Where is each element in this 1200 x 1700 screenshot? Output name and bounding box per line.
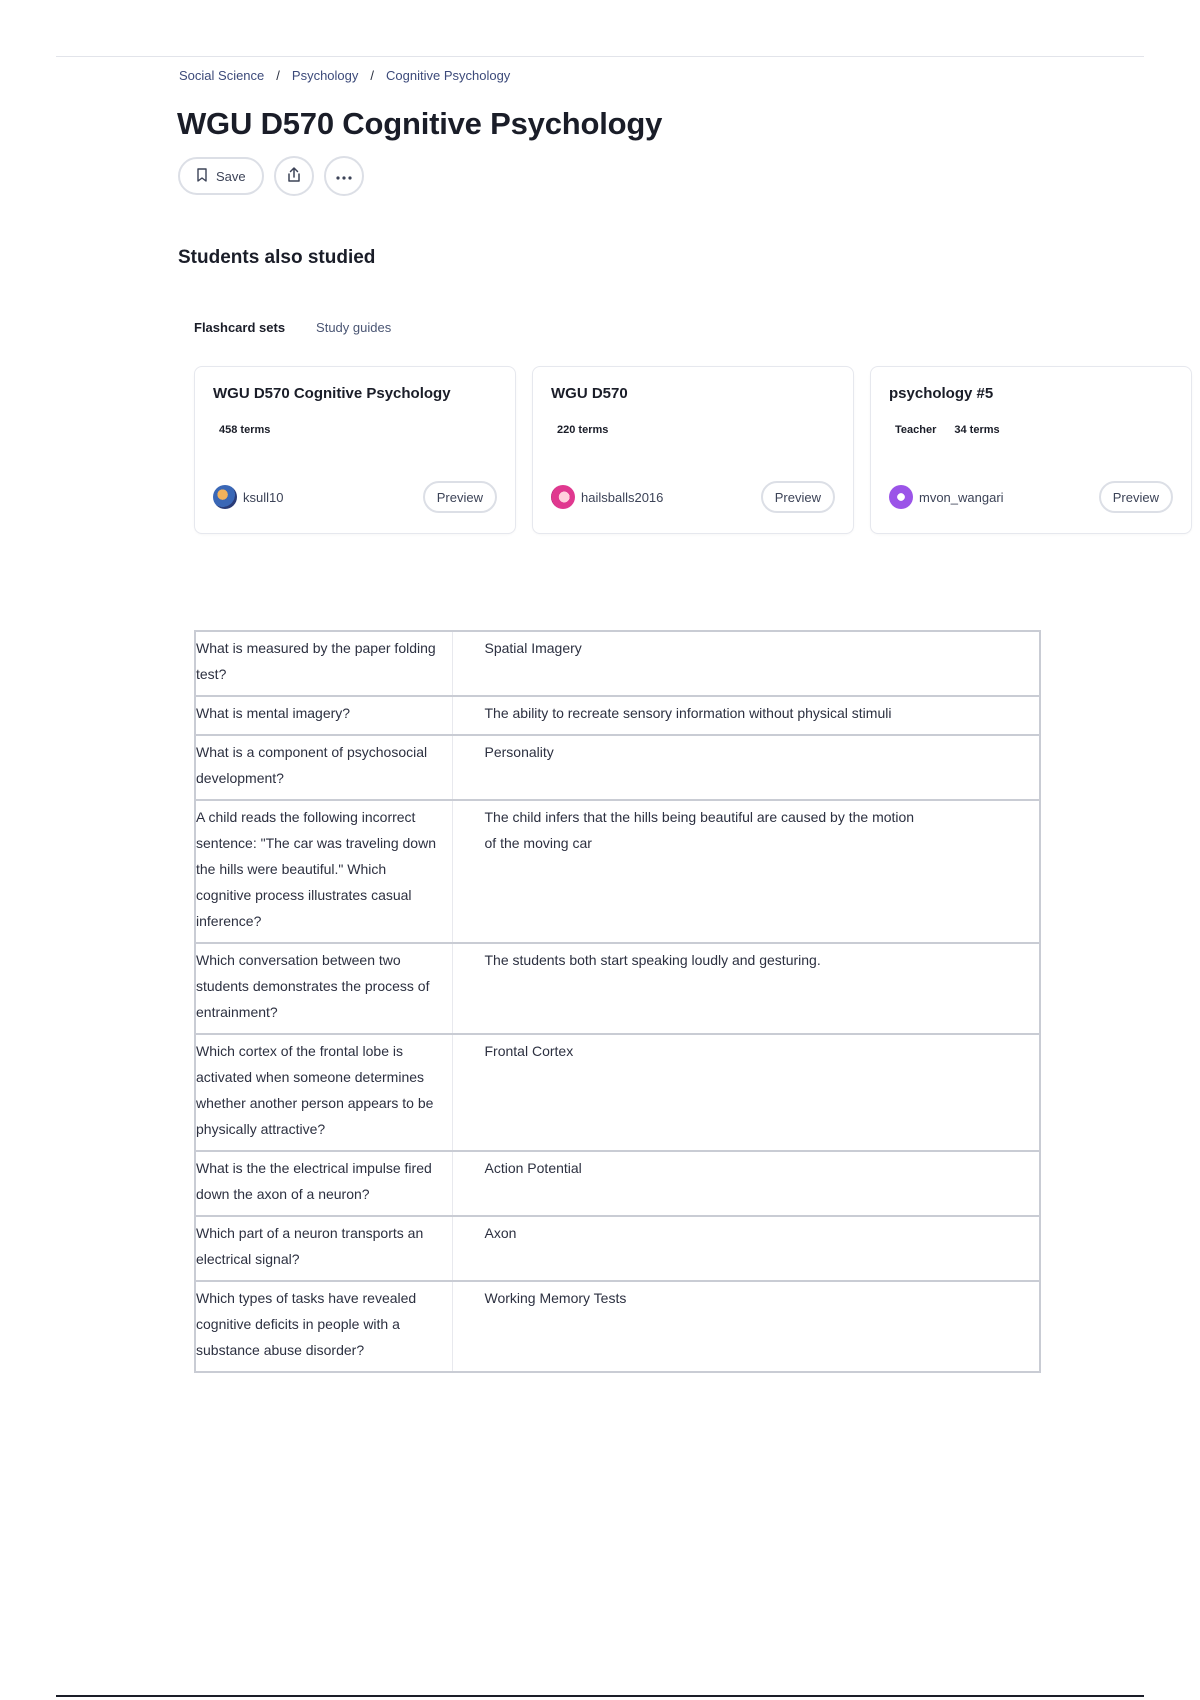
term-cell: Which conversation between two students demonstrates the process of entrainment? — [195, 943, 452, 1034]
table-row — [195, 1281, 1040, 1372]
card-author[interactable] — [889, 485, 1004, 509]
definition-cell: Spatial Imagery — [452, 631, 1040, 696]
card-title: WGU D570 — [551, 385, 628, 402]
definition-cell: Axon — [452, 1216, 1040, 1281]
table-row — [195, 1151, 1040, 1216]
term-cell: Which part of a neuron transports an electrical signal? — [195, 1216, 452, 1281]
study-set-card[interactable] — [194, 366, 516, 534]
card-meta — [219, 424, 497, 436]
card-title: WGU D570 Cognitive Psychology — [213, 385, 451, 402]
table-row — [195, 696, 1040, 735]
save-button[interactable] — [178, 157, 264, 195]
term-cell: What is the the electrical impulse fired down the axon of a neuron? — [195, 1151, 452, 1216]
card-author[interactable] — [213, 485, 283, 509]
study-set-carousel — [194, 366, 1159, 536]
table-row — [195, 735, 1040, 800]
term-cell: What is a component of psychosocial development? — [195, 735, 452, 800]
definition-cell: Working Memory Tests — [452, 1281, 1040, 1372]
avatar — [889, 485, 913, 509]
preview-button[interactable]: Preview — [761, 481, 835, 513]
tab-study-guides[interactable]: Study guides — [316, 320, 392, 335]
card-meta — [895, 424, 1173, 436]
share-icon — [285, 166, 303, 187]
term-definition-table — [194, 630, 1041, 1373]
card-term-count: 458 terms — [219, 424, 271, 436]
preview-button[interactable]: Preview — [1099, 481, 1173, 513]
breadcrumb-separator: / — [370, 68, 375, 83]
card-author-name: hailsballs2016 — [581, 489, 664, 505]
study-set-card[interactable] — [532, 366, 854, 534]
more-options-button[interactable] — [324, 156, 364, 196]
breadcrumb-social-science[interactable]: Social Science — [179, 68, 265, 83]
avatar — [551, 485, 575, 509]
term-cell: What is measured by the paper folding test? — [195, 631, 452, 696]
card-author-name: mvon_wangari — [919, 489, 1004, 505]
definition-cell: The child infers that the hills being beautiful are caused by the motion of the moving car — [452, 800, 1040, 943]
card-term-count: 220 terms — [557, 424, 609, 436]
term-cell: What is mental imagery? — [195, 696, 452, 735]
term-cell: Which cortex of the frontal lobe is activated when someone determines whether another person appears to be physically attractive? — [195, 1034, 452, 1151]
table-row — [195, 631, 1040, 696]
card-title: psychology #5 — [889, 385, 994, 402]
table-row — [195, 943, 1040, 1034]
study-set-card[interactable] — [870, 366, 1192, 534]
table-row — [195, 1216, 1040, 1281]
definition-cell: The ability to recreate sensory information without physical stimuli — [452, 696, 1040, 735]
preview-button[interactable]: Preview — [423, 481, 497, 513]
page-title: WGU D570 Cognitive Psychology — [177, 106, 663, 141]
top-divider — [56, 56, 1144, 57]
share-button[interactable] — [274, 156, 314, 196]
avatar — [213, 485, 237, 509]
card-author-role: Teacher — [895, 424, 937, 436]
card-term-count: 34 terms — [954, 424, 1000, 436]
table-row — [195, 800, 1040, 943]
save-button-label: Save — [216, 168, 246, 184]
card-meta — [557, 424, 835, 436]
action-bar — [178, 156, 364, 196]
breadcrumb-psychology[interactable]: Psychology — [291, 68, 359, 83]
tab-flashcard-sets[interactable]: Flashcard sets — [194, 320, 286, 335]
card-author[interactable] — [551, 485, 663, 509]
term-cell: A child reads the following incorrect sentence: "The car was traveling down the hills were beautiful." Which cognitive process illustrates casual inference? — [195, 800, 452, 943]
breadcrumb-separator: / — [276, 68, 280, 83]
term-cell: Which types of tasks have revealed cognitive deficits in people with a substance abuse disorder? — [195, 1281, 452, 1372]
definition-cell: Personality — [452, 735, 1040, 800]
bookmark-icon — [196, 168, 208, 185]
card-author-name: ksull10 — [243, 489, 284, 505]
definition-cell: Frontal Cortex — [452, 1034, 1040, 1151]
definition-cell: The students both start speaking loudly and gesturing. — [452, 943, 1040, 1034]
breadcrumb — [179, 68, 510, 83]
students-also-studied-heading: Students also studied — [178, 247, 376, 268]
definition-cell: Action Potential — [452, 1151, 1040, 1216]
breadcrumb-cognitive-psychology[interactable]: Cognitive Psychology — [386, 68, 511, 83]
bottom-divider — [56, 1695, 1144, 1697]
study-tabs — [194, 320, 391, 335]
more-horizontal-icon — [335, 169, 353, 184]
table-row — [195, 1034, 1040, 1151]
